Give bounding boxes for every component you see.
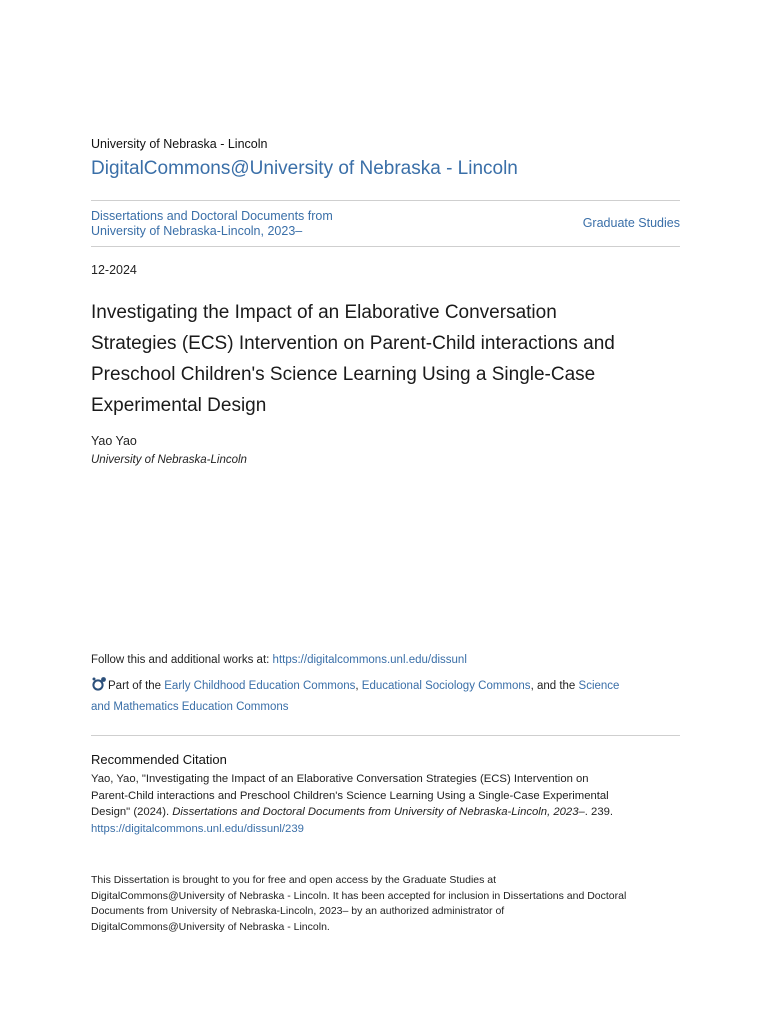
notice-line-2: DigitalCommons@University of Nebraska - Lincoln. It has been accepted for inclusion in Dissertations and Doctoral bbox=[91, 889, 627, 902]
part-of-sep-2: , and the bbox=[530, 680, 579, 692]
follow-label: Follow this and additional works at: bbox=[91, 654, 273, 666]
series-line-2: University of Nebraska-Lincoln, 2023– bbox=[91, 223, 303, 238]
science-math-commons-link[interactable]: Science bbox=[578, 680, 620, 692]
citation-line-3-prefix: Design" (2024). bbox=[91, 806, 173, 818]
science-math-commons-link-cont[interactable]: and Mathematics Education Commons bbox=[91, 701, 289, 713]
part-of-line bbox=[91, 676, 680, 718]
network-icon bbox=[91, 676, 107, 692]
repository-link[interactable]: DigitalCommons@University of Nebraska - Lincoln bbox=[91, 158, 518, 179]
citation-line-2: Parent-Child interactions and Preschool Children's Science Learning Using a Single-Case Experimental bbox=[91, 789, 609, 802]
notice-line-4: DigitalCommons@University of Nebraska - Lincoln. bbox=[91, 920, 330, 933]
recommended-citation-heading: Recommended Citation bbox=[91, 752, 227, 767]
part-of-prefix: Part of the bbox=[108, 680, 165, 692]
divider-middle bbox=[91, 246, 680, 247]
divider-bottom bbox=[91, 735, 680, 736]
author-affiliation: University of Nebraska-Lincoln bbox=[91, 454, 247, 466]
notice-line-3: Documents from University of Nebraska-Lincoln, 2023– by an authorized administrator of bbox=[91, 905, 505, 917]
author-name: Yao Yao bbox=[91, 434, 137, 448]
citation-url-link[interactable]: https://digitalcommons.unl.edu/dissunl/239 bbox=[91, 822, 304, 835]
citation-text bbox=[91, 771, 680, 837]
cover-page bbox=[91, 0, 680, 1024]
educational-sociology-commons-link[interactable]: Educational Sociology Commons bbox=[361, 680, 531, 692]
series-link[interactable] bbox=[91, 209, 391, 238]
early-childhood-commons-link[interactable]: Early Childhood Education Commons bbox=[164, 680, 356, 692]
follow-line bbox=[91, 654, 467, 666]
institution-name: University of Nebraska - Lincoln bbox=[91, 137, 268, 151]
access-notice bbox=[91, 873, 680, 935]
graduate-studies-link[interactable]: Graduate Studies bbox=[582, 216, 680, 230]
title-line-2: Strategies (ECS) Intervention on Parent-Child interactions and bbox=[91, 333, 615, 354]
part-of-sep-1: , bbox=[355, 680, 362, 692]
title-line-1: Investigating the Impact of an Elaborative Conversation bbox=[91, 302, 557, 323]
citation-line-1: Yao, Yao, "Investigating the Impact of an Elaborative Conversation Strategies (ECS) Intervention on bbox=[91, 773, 589, 785]
citation-series-italic: Dissertations and Doctoral Documents from University of Nebraska-Lincoln, 2023– bbox=[172, 806, 585, 818]
notice-line-1: This Dissertation is brought to you for free and open access by the Graduate Studies at bbox=[91, 874, 497, 886]
divider-top bbox=[91, 200, 680, 201]
document-title bbox=[91, 297, 680, 421]
citation-line-3-suffix: . 239. bbox=[584, 806, 614, 818]
publication-date: 12-2024 bbox=[91, 263, 137, 277]
series-line-1: Dissertations and Doctoral Documents from bbox=[91, 209, 333, 223]
title-line-4: Experimental Design bbox=[91, 395, 267, 416]
title-line-3: Preschool Children's Science Learning Using a Single-Case bbox=[91, 364, 596, 385]
follow-url-link[interactable]: https://digitalcommons.unl.edu/dissunl bbox=[272, 654, 467, 666]
